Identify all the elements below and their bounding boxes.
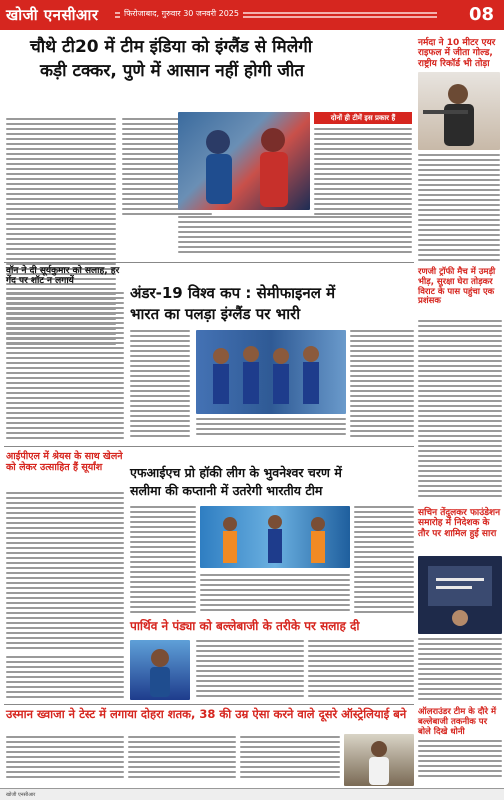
story7-hockey-image	[200, 506, 350, 568]
story4-text-under	[196, 418, 346, 442]
story3-headline: वॉन ने दी सूर्यकुमार को सलाह, हर गेंद पर शॉट न लगायें	[6, 266, 120, 287]
story10-text	[418, 740, 502, 784]
story8-foundation-image	[418, 556, 502, 634]
story9-pandya-image	[130, 640, 190, 700]
story3-text	[6, 292, 124, 442]
story7-text-col2	[200, 574, 350, 616]
story6-text	[6, 492, 124, 652]
shooter-icon	[418, 72, 500, 150]
story4-team-image	[196, 330, 346, 414]
page-number: 08	[468, 4, 494, 25]
footer-bar	[0, 788, 504, 800]
story2-text	[418, 154, 500, 264]
story2-shooter-image	[418, 72, 500, 150]
story6-text-lower	[6, 656, 124, 702]
story8-headline: सचिन तेंदुलकर फाउंडेशन समारोह में निदेशक के तौर पर शामिल हुई सारा	[418, 508, 501, 539]
story11-text-col3	[240, 736, 340, 786]
story7-headline-line1: एफआईएच प्रो हॉकी लीग के भुवनेश्वर चरण में	[130, 465, 342, 480]
story4-headline-line1: अंडर-19 विश्व कप : सेमीफाइनल में	[130, 284, 336, 302]
story4-text-col1	[130, 330, 190, 442]
team-players-icon	[196, 330, 346, 414]
story7-text-col1	[130, 506, 196, 616]
masthead-brand: खोजी एनसीआर	[6, 6, 99, 24]
foundation-banner-icon	[418, 556, 502, 634]
teams-box-text	[314, 128, 412, 218]
story11-headline: उस्मान ख्वाजा ने टेस्ट में लगाया दोहरा शतक, 38 की उम्र ऐसा करने वाले दूसरे ऑस्ट्रेलियाई बने	[6, 707, 407, 721]
teams-box-title: दोनों ही टीमें इस प्रकार हैं	[314, 112, 412, 124]
story5-text	[418, 320, 502, 500]
story7-headline-line2: सलीमा की कप्तानी में उतरेगी भारतीय टीम	[130, 483, 323, 498]
masthead-date: फिरोजाबाद, गुरुवार 30 जनवरी 2025	[120, 8, 243, 19]
story11-text-col2	[128, 736, 236, 786]
players-silhouette-icon	[178, 112, 310, 210]
story4-text-col2	[350, 330, 414, 442]
batsman-icon	[130, 640, 190, 700]
story11-khawaja-image	[344, 734, 414, 786]
story9-headline: पार्थिव ने पंड्या को बल्लेबाजी के तरीके पर सलाह दी	[130, 619, 360, 633]
story1-headline-line1: चौथे टी20 में टीम इंडिया को इंग्लैंड से मिलेगी	[30, 37, 313, 57]
story9-text-col1	[196, 640, 304, 700]
story1-headline-line2: कड़ी टक्कर, पुणे में आसान नहीं होगी जीत	[40, 61, 305, 81]
story1-text-under-image	[178, 216, 412, 260]
story8-text	[418, 638, 502, 706]
footer-text: खोजी एनसीआर	[6, 792, 36, 798]
story5-headline: रणजी ट्रॉफी मैच में उमड़ी भीड़, सुरक्षा घेरा तोड़कर विराट के पास पहुंचा एक प्रशंसक	[418, 267, 496, 307]
hockey-players-icon	[200, 506, 350, 568]
story2-headline: नर्मदा ने 10 मीटर एयर राइफल में जीता गोल्ड, राष्ट्रीय रिकॉर्ड भी तोड़ा	[418, 38, 496, 69]
story11-text-col1	[6, 736, 124, 786]
story9-text-col2	[308, 640, 414, 700]
story1-cricket-image	[178, 112, 310, 210]
masthead-bar	[0, 0, 504, 30]
cricketer-icon	[344, 734, 414, 786]
story7-text-col3	[354, 506, 414, 616]
story10-headline: ऑलराउंडर टीम के दौरे में बल्लेबाजी तकनीक पर बोले दिखे धोनी	[418, 707, 497, 737]
story4-headline-line2: भारत का पलड़ा इंग्लैंड पर भारी	[130, 305, 301, 323]
story6-headline: आईपीएल में श्रेयस के साथ खेलने को लेकर उत्साहित हैं सूर्यांश	[6, 451, 123, 473]
